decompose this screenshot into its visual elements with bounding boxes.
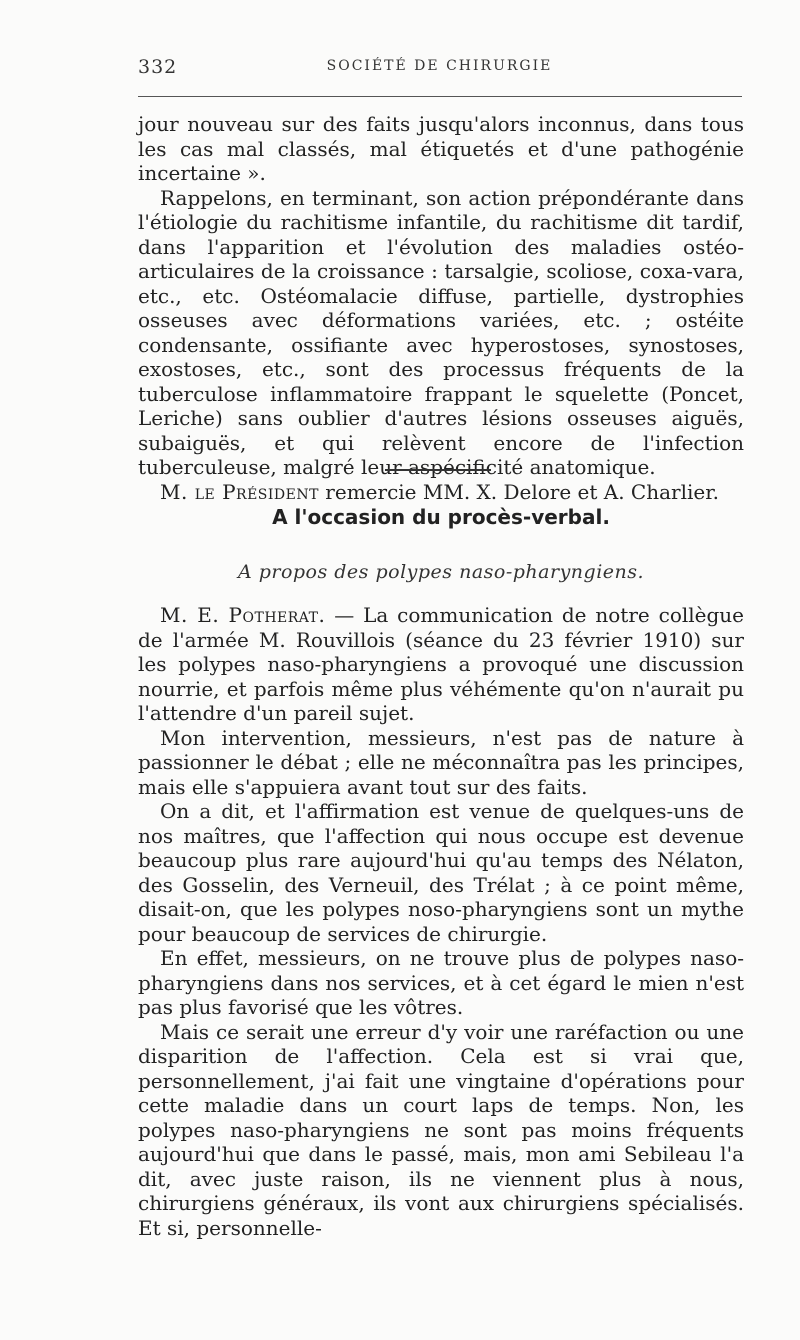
president-label: M. le Président	[160, 479, 319, 504]
body-paragraph-2: Mon intervention, messieurs, n'est pas de nature à passionner le débat ; elle ne méconnaîtra pas les principes, mais elle s'appuiera avant tout sur des faits.	[138, 725, 744, 799]
body-paragraph-4: En effet, messieurs, on ne trouve plus de polypes naso-pharyngiens dans nos services, et à cet égard le mien n'est pas plus favorisé que les vôtres.	[138, 946, 744, 1019]
president-remark: remercie MM. X. Delore et A. Charlier.	[318, 479, 719, 504]
section-subheading: A propos des polypes naso-pharyngiens.	[237, 561, 645, 583]
running-head	[138, 56, 741, 80]
intro-paragraph-1: jour nouveau sur des faits jusqu'alors inconnus, dans tous les cas mal classés, mal étiquetés et d'une pathogénie incertaine ».	[138, 112, 744, 185]
running-title: SOCIÉTÉ DE CHIRURGIE	[326, 58, 553, 74]
body-paragraph-3: On a dit, et l'affirmation est venue de quelques-uns de nos maîtres, que l'affection qui nous occupe est devenue beaucoup plus rare aujourd'hui qu'au temps des Nélaton, des Gosselin, des Verneuil, des Trélat ; à ce point même, disait-on, que les polypes noso-pharyngiens sont un mythe pour beaucoup de services de chirurgie.	[138, 799, 744, 946]
body-paragraph-5: Mais ce serait une erreur d'y voir une raréfaction ou une disparition de l'affection. Cela est si vrai que, personnellement, j'ai fait une vingtaine d'opérations pour cette maladie dans un court laps de temps. Non, les polypes naso-pharyngiens ne sont pas moins fréquents aujourd'hui que dans le passé, mais, mon ami Sebileau l'a dit, avec juste raison, ils ne viennent plus à nous, chirurgiens généraux, ils vont aux chirurgiens spécialisés. Et si, personnelle-	[138, 1019, 744, 1240]
discussion-text-block	[138, 603, 744, 1240]
intro-paragraph-3	[138, 480, 744, 505]
intro-paragraph-2: Rappelons, en terminant, son action prépondérante dans l'étiologie du rachitisme infantile, du rachitisme dit tardif, dans l'apparition et l'évolution des maladies ostéo-articulaires de la croissance : tarsalgie, scoliose, coxa-vara, etc., etc. Ostéomalacie diffuse, partielle, dystrophies osseuses avec déformations variées, etc. ; ostéite condensante, ossifiante avec hyperostoses, synostoses, exostoses, etc., sont des processus fréquents de la tuberculose inflammatoire frappant le squelette (Poncet, Leriche) sans oublier d'autres lésions osseuses aiguës, subaiguës, et qui relèvent encore de l'infection tuberculeuse, malgré leur aspécificité anatomique.	[138, 185, 744, 479]
section-separator	[385, 469, 491, 471]
body-paragraph-1-text: — La communication de notre collègue de l'armée M. Rouvillois (séance du 23 février 1910) sur les polypes naso-pharyngiens a provoqué une discussion nourrie, et parfois même plus véhémente qu'on n'aurait pu l'attendre d'un pareil sujet.	[138, 603, 745, 725]
intro-text-block	[138, 112, 744, 504]
header-rule	[138, 96, 742, 97]
page-number: 332	[138, 56, 178, 78]
speaker-name: M. E. Potherat.	[160, 603, 326, 627]
section-heading: A l'occasion du procès-verbal.	[272, 505, 610, 529]
body-paragraph-1	[138, 603, 744, 726]
